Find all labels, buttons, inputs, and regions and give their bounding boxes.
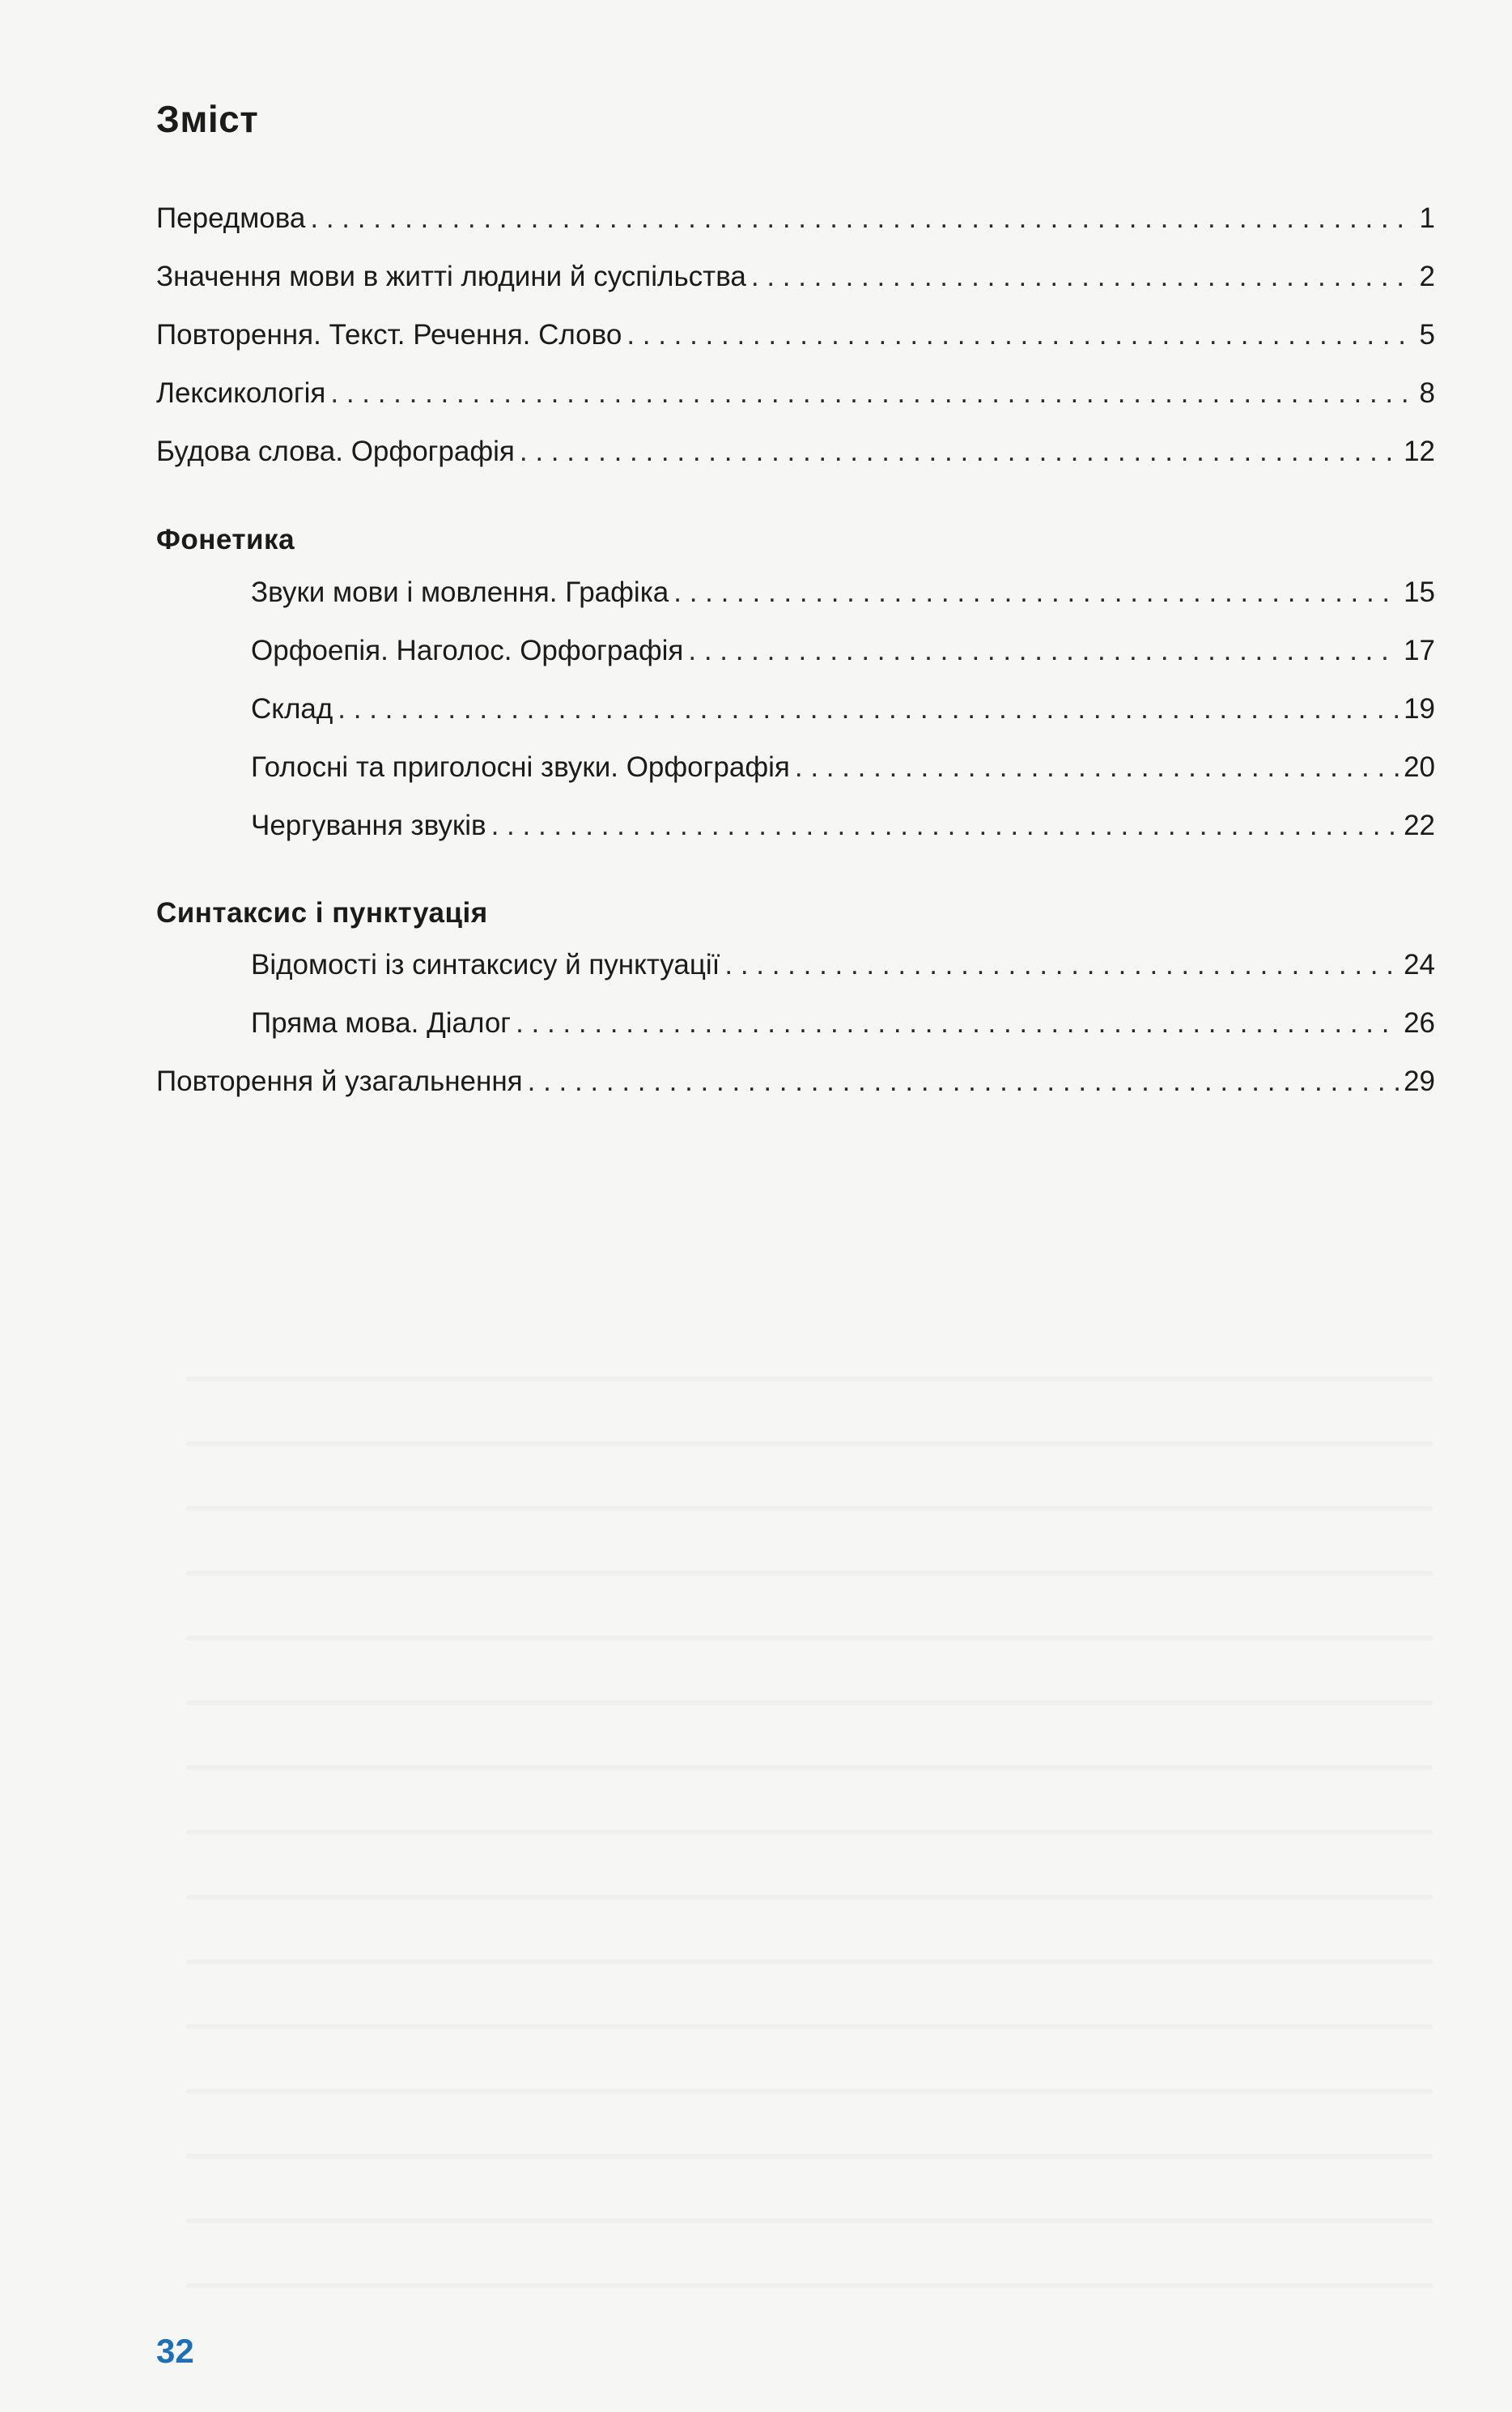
toc-entry-label: Відомості із синтаксису й пунктуації [251, 949, 720, 981]
bleed-through-line [186, 1830, 1433, 1835]
bleed-through-line [186, 1506, 1433, 1511]
leader-dots [751, 259, 1415, 295]
bleed-through-line [186, 1571, 1433, 1576]
leader-dots [724, 947, 1399, 983]
toc-entry[interactable] [156, 201, 1435, 236]
bleed-through-line [186, 1636, 1433, 1640]
toc-entry-page: 1 [1419, 202, 1435, 234]
toc-entry-page: 2 [1419, 261, 1435, 292]
bleed-through-line [186, 2154, 1433, 2159]
toc-entry-label: Чергування звуків [251, 810, 486, 841]
toc-entry-page: 12 [1404, 436, 1435, 467]
bleed-through-line [186, 1376, 1433, 1381]
toc-entry-label: Звуки мови і мовлення. Графіка [251, 576, 669, 608]
toc-entry-page: 15 [1404, 576, 1435, 608]
toc-entry[interactable] [156, 376, 1435, 411]
leader-dots [626, 317, 1414, 353]
toc-entry-label: Орфоепія. Наголос. Орфографія [251, 635, 684, 666]
toc-subentry[interactable] [251, 750, 1435, 785]
toc-entry[interactable] [156, 434, 1435, 470]
toc-entry-label: Склад [251, 693, 333, 725]
toc-entry[interactable] [156, 259, 1435, 295]
bleed-through-line [186, 2283, 1433, 2288]
toc-entry-page: 22 [1404, 810, 1435, 841]
toc-entry-label: Будова слова. Орфографія [156, 436, 515, 467]
leader-dots [528, 1064, 1399, 1100]
toc-title: Зміст [156, 98, 259, 140]
bleed-through-line [186, 1441, 1433, 1446]
toc-entry-label: Передмова [156, 202, 306, 234]
toc-entry-page: 26 [1404, 1007, 1435, 1039]
toc-entry-page: 17 [1404, 635, 1435, 666]
leader-dots [520, 434, 1399, 470]
bleed-through-line [186, 1765, 1433, 1770]
toc-subentry[interactable] [251, 575, 1435, 610]
toc-entry-page: 24 [1404, 949, 1435, 981]
page-number: 32 [156, 2332, 194, 2370]
leader-dots [688, 633, 1399, 669]
toc-subentry[interactable] [251, 808, 1435, 844]
toc-entry-page: 20 [1404, 751, 1435, 783]
leader-dots [310, 201, 1414, 236]
bleed-through-line [186, 1959, 1433, 1964]
bleed-through-line [186, 2089, 1433, 2094]
leader-dots [516, 1006, 1399, 1041]
toc-entry[interactable] [156, 317, 1435, 353]
toc-entry-label: Повторення. Текст. Речення. Слово [156, 319, 622, 351]
toc-subentry[interactable] [251, 1006, 1435, 1041]
toc-entry-page: 29 [1404, 1066, 1435, 1097]
leader-dots [338, 691, 1399, 727]
toc-entry-label: Лексикологія [156, 377, 326, 409]
toc-entry-page: 8 [1419, 377, 1435, 409]
toc-entry-label: Повторення й узагальнення [156, 1066, 523, 1097]
leader-dots [673, 575, 1399, 610]
toc-subentry[interactable] [251, 633, 1435, 669]
toc-entry-page: 5 [1419, 319, 1435, 351]
toc-entry[interactable] [156, 1064, 1435, 1100]
bleed-through-line [186, 1700, 1433, 1705]
toc-subentry[interactable] [251, 947, 1435, 983]
bleed-through-line [186, 2024, 1433, 2029]
bleed-through-line [186, 2218, 1433, 2223]
toc-entry-label: Голосні та приголосні звуки. Орфографія [251, 751, 790, 783]
section-heading-syntax: Синтаксис і пунктуація [156, 897, 488, 929]
leader-dots [330, 376, 1414, 411]
toc-entry-label: Пряма мова. Діалог [251, 1007, 512, 1039]
toc-entry-page: 19 [1404, 693, 1435, 725]
toc-subentry[interactable] [251, 691, 1435, 727]
toc-entry-label: Значення мови в житті людини й суспільства [156, 261, 746, 292]
leader-dots [491, 808, 1399, 844]
leader-dots [795, 750, 1399, 785]
bleed-through-line [186, 1895, 1433, 1899]
section-heading-phonetics: Фонетика [156, 524, 295, 555]
